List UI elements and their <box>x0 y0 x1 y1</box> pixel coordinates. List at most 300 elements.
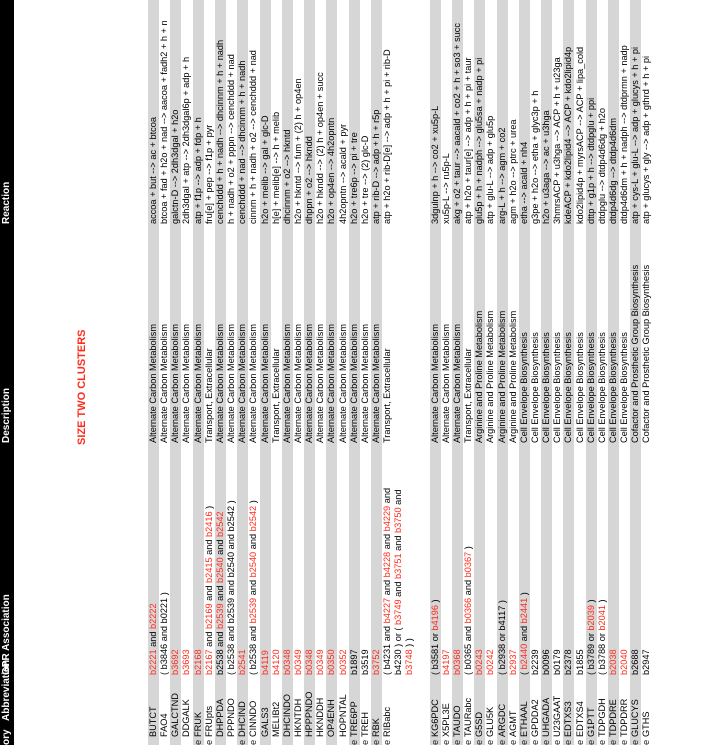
cell-description: Cofactor and Prosthetic Group Biosynthesis <box>641 264 652 443</box>
cell-gpr <box>226 500 237 675</box>
gene-token: b2542 <box>214 511 225 537</box>
table-row <box>159 0 170 745</box>
cell-description: Cell Envelope Biosynthesis <box>619 332 630 443</box>
table-row <box>148 0 159 745</box>
cell-reaction: etha --> acald + nh4 <box>518 141 529 224</box>
cell-reaction: h2o + op4en --> 4h2opntn <box>326 117 337 224</box>
gene-token: b2239 <box>529 649 540 675</box>
cell-subsystem: e <box>574 739 585 745</box>
cell-description: Alternate Carbon Metabolism <box>192 324 203 443</box>
cell-description: Transport, Extracellular <box>382 348 393 443</box>
cell-description: Cell Envelope Biosynthesis <box>585 332 596 443</box>
cell-abbreviation: EDTXS3 <box>563 701 574 737</box>
cell-reaction: h2o + hkndd --> (2) h + op4en + succ <box>315 72 326 224</box>
table-row <box>608 0 619 745</box>
table-row <box>452 0 463 745</box>
cell-abbreviation: HPPPNDO <box>304 691 315 737</box>
table-row <box>641 0 652 745</box>
cell-abbreviation: X5PL3E <box>440 703 451 737</box>
cell-subsystem: e <box>382 739 393 745</box>
cell-abbreviation: DHPPDA <box>214 698 225 737</box>
table-row <box>293 0 304 745</box>
gene-token: ) <box>596 599 607 605</box>
gene-token: b2539 <box>214 603 225 629</box>
gene-token: and <box>393 532 404 554</box>
cell-gpr <box>248 500 259 675</box>
gene-token: ( b2538 and <box>248 623 259 675</box>
cell-reaction: dtdpglu --> dtdp4d6dg + h2o <box>596 108 607 224</box>
cell-subsystem: e <box>608 739 618 745</box>
table-row <box>563 0 574 745</box>
gene-token: and <box>148 629 158 650</box>
cell-subsystem: e <box>474 739 485 745</box>
cell-gpr <box>271 649 282 675</box>
gene-token: b3519 <box>359 649 370 675</box>
cell-reaction: dhcinnm + o2 --> hkntd <box>281 129 292 224</box>
cell-reaction: agm + h2o --> ptrc + urea <box>507 119 518 224</box>
gene-token: b4227 <box>382 597 393 624</box>
cell-abbreviation: DHCIND <box>237 701 248 737</box>
gene-token: b2440 <box>518 643 529 670</box>
cell-subsystem: e <box>237 739 248 745</box>
cell-gpr <box>181 649 192 675</box>
gene-token: and <box>203 629 214 650</box>
cell-abbreviation: GLU5K <box>485 706 496 737</box>
gene-token: ( b2938 or b4117 ) <box>496 600 507 675</box>
gene-token: b0368 <box>451 649 462 675</box>
gene-token: and <box>214 629 225 650</box>
cell-gpr <box>575 649 586 675</box>
table-row <box>193 0 204 745</box>
cell-reaction: 2dh3dgal + atp --> 2dh3dgal6p + adp + h <box>181 56 192 224</box>
cell-gpr <box>282 649 293 675</box>
cell-abbreviation: TDPGDH <box>596 698 607 737</box>
gene-token: b3748 <box>404 649 415 675</box>
gene-token: b0352 <box>337 649 348 675</box>
cell-gpr <box>452 649 463 675</box>
cell-reaction: cinnm + h + nadh + o2 --> cenchddd + nad <box>248 50 259 224</box>
cell-description: Alternate Carbon Metabolism <box>148 324 158 443</box>
table-row <box>474 0 485 745</box>
gene-token: b2542 <box>248 505 259 532</box>
table-row <box>248 0 259 745</box>
cell-abbreviation: AGMT <box>507 710 518 737</box>
cell-gpr <box>326 649 337 675</box>
cell-abbreviation: G1PTT <box>585 707 596 737</box>
gene-token: b2041 <box>596 605 607 631</box>
gene-token: b2167 <box>203 649 214 675</box>
cell-abbreviation: U23GAAT <box>552 695 563 737</box>
table-row <box>519 0 530 745</box>
cell-description: Alternate Carbon Metabolism <box>337 324 348 443</box>
table-row <box>575 0 586 745</box>
table-row <box>349 0 360 745</box>
gene-token: ( b4231 and <box>382 623 393 675</box>
cell-gpr <box>215 511 226 675</box>
cell-gpr <box>485 649 496 675</box>
cell-reaction: g3pe + h2o --> etha + glyc3p + h <box>529 90 540 224</box>
cell-reaction: h2o + tre6p --> pi + tre <box>348 132 359 224</box>
cell-description: Cofactor and Prosthetic Group Biosynthesis <box>630 264 641 443</box>
gene-token: b0349 <box>315 649 326 675</box>
gene-token: and <box>393 489 404 508</box>
cell-gpr <box>463 546 474 675</box>
table-row <box>586 0 597 745</box>
gene-token: b2441 <box>518 597 529 624</box>
cell-abbreviation: ETHAAL <box>518 701 529 737</box>
cell-description: Cell Envelope Biosynthesis <box>552 332 563 443</box>
cell-gpr <box>608 649 619 675</box>
gene-token: and <box>518 623 529 644</box>
cell-abbreviation: EDTXS4 <box>574 701 585 737</box>
cell-abbreviation: GTHS <box>641 711 652 737</box>
cell-abbreviation: TRE6PP <box>348 701 359 737</box>
gene-token: ) <box>463 546 474 552</box>
cell-subsystem: e <box>541 739 552 745</box>
cell-gpr <box>441 649 452 675</box>
cell-reaction: 3hmrsACP + u3hga --> ACP + h + u23ga <box>552 57 563 224</box>
cell-reaction: akg + o2 + taur --> aacald + co2 + h + so3 + succ <box>451 23 462 224</box>
gene-token: and <box>382 577 393 598</box>
cell-reaction: atp + cys-L + glu-L --> adp + glucys + h + pi <box>630 46 641 224</box>
cell-subsystem: e <box>192 739 203 745</box>
cell-gpr <box>293 649 304 675</box>
cell-gpr <box>563 649 574 675</box>
cell-abbreviation: GLUCYS <box>630 699 641 737</box>
cell-subsystem: e <box>359 739 370 745</box>
cell-subsystem: e <box>529 739 540 745</box>
cell-reaction: cenchddd + nad --> dhcinnm + h + nadh <box>237 60 248 224</box>
cell-reaction: xu5p-L --> ru5p-L <box>440 153 451 224</box>
cell-subsystem: e <box>203 739 214 745</box>
gene-token: b2039 <box>585 605 596 631</box>
table-row <box>597 0 608 745</box>
cell-description: Alternate Carbon Metabolism <box>326 324 337 443</box>
gene-token: ( b0365 and <box>463 623 474 675</box>
gene-token: ( <box>518 669 529 675</box>
gene-token: b3751 <box>393 553 404 579</box>
gene-token: b2168 <box>192 649 203 675</box>
table-row <box>541 0 552 745</box>
cell-gpr <box>204 506 215 675</box>
gene-token: b0179 <box>552 649 563 675</box>
table-row <box>393 0 404 745</box>
cell-gpr <box>552 649 563 675</box>
cell-gpr <box>159 592 170 675</box>
cell-subsystem: e <box>485 739 496 745</box>
cell-reaction: dtdp4d6dg --> dtdp4d6dm <box>608 118 618 224</box>
cell-gpr <box>619 649 630 675</box>
gene-token: b1855 <box>574 649 585 675</box>
cell-reaction: accoa + but --> ac + btcoa <box>148 117 158 224</box>
cell-reaction: dhppn + o2 --> hkndd <box>304 136 315 224</box>
cell-description: Alternate Carbon Metabolism <box>214 324 225 443</box>
gene-token: b0349 <box>292 649 303 675</box>
table-row <box>215 0 226 745</box>
gene-token: and <box>203 583 214 604</box>
cell-reaction: dtdp4d6dm + h + nadph --> dtdprmn + nadp <box>619 45 630 224</box>
table-row <box>530 0 541 745</box>
cell-abbreviation: DHCINDO <box>281 694 292 737</box>
cell-description: Alternate Carbon Metabolism <box>429 324 440 443</box>
cell-subsystem: e <box>507 739 518 745</box>
cell-reaction: h + nadh + o2 + pppn --> cenchddd + nad <box>226 54 237 224</box>
cell-gpr <box>170 649 181 675</box>
header-subsystem: ory <box>1 729 12 745</box>
gene-token: b2538 <box>214 649 225 675</box>
table-row <box>630 0 641 745</box>
table-row <box>181 0 192 745</box>
gene-token: b0242 <box>485 649 496 675</box>
table-row <box>315 0 326 745</box>
cell-gpr <box>630 649 641 675</box>
cell-abbreviation: OP4ENH <box>326 699 337 737</box>
gene-token: b2947 <box>641 649 652 675</box>
cell-description: Cell Envelope Biosynthesis <box>529 332 540 443</box>
cell-abbreviation: HKNTDH <box>292 698 303 737</box>
cell-abbreviation: HKNDDH <box>315 697 326 737</box>
cell-gpr <box>371 649 382 675</box>
header-gpr: GPR Association <box>1 594 12 675</box>
cell-gpr <box>641 649 652 675</box>
table-row <box>260 0 271 745</box>
gene-token: b4197 <box>440 649 451 675</box>
cell-gpr <box>541 649 552 675</box>
cell-description: Cell Envelope Biosynthesis <box>541 332 552 443</box>
cell-gpr <box>393 490 404 676</box>
table-row <box>497 0 508 745</box>
gene-token: b3749 <box>393 599 404 625</box>
gene-token: and <box>214 583 225 604</box>
table-row <box>360 0 371 745</box>
gene-token: b4228 <box>382 551 393 578</box>
page-title: SIZE TWO CLUSTERS <box>76 329 88 445</box>
cell-reaction: h2o + hkntd --> fum + (2) h + op4en <box>292 78 303 224</box>
cell-description: Alternate Carbon Metabolism <box>292 324 303 443</box>
cell-description: Alternate Carbon Metabolism <box>181 324 192 443</box>
gene-token: b4119 <box>259 650 270 675</box>
cell-description: Alternate Carbon Metabolism <box>226 324 237 443</box>
header-reaction: Reaction <box>1 181 12 224</box>
cell-abbreviation: HOPNTAL <box>337 694 348 737</box>
cell-gpr <box>404 638 415 675</box>
cell-abbreviation: FRUK <box>192 711 203 737</box>
gene-token: ( b3788 or <box>596 630 607 675</box>
cell-reaction: h2o + tre --> (2) glc-D <box>359 135 370 224</box>
gene-token: b0350 <box>326 649 337 675</box>
gene-token: ( b2538 and b2539 and b2540 and b2542 ) <box>226 500 237 675</box>
cell-description: Alternate Carbon Metabolism <box>440 324 451 443</box>
gene-token: b2688 <box>630 649 641 675</box>
cell-subsystem: e <box>585 739 596 745</box>
header-abbreviation: Abbreviation <box>1 659 12 721</box>
cell-description: Alternate Carbon Metabolism <box>371 324 381 443</box>
gene-token: b2038 <box>608 649 618 675</box>
cell-abbreviation: KG6PDC <box>429 699 440 737</box>
gene-token: and <box>248 531 259 552</box>
gene-token: b4230 ) or ( <box>393 624 404 675</box>
cell-abbreviation: TDPDRR <box>619 698 630 737</box>
cell-reaction: kdo2lipid4p + myrsACP --> ACP + lipa_cold <box>574 46 585 224</box>
gene-token: ) <box>429 599 440 605</box>
cell-gpr <box>304 649 315 675</box>
cell-gpr <box>148 603 159 675</box>
cell-gpr <box>508 649 519 675</box>
gene-token: b2222 <box>148 603 158 629</box>
cell-abbreviation: GALS3 <box>259 707 270 737</box>
cell-subsystem: e <box>451 739 462 745</box>
cell-reaction: atp + rib-D --> adp + h + r5p <box>371 109 381 224</box>
cell-gpr <box>430 599 441 675</box>
gene-token: b2221 <box>148 649 158 675</box>
cell-abbreviation: G5SD <box>474 711 485 737</box>
cell-description: Alternate Carbon Metabolism <box>304 324 315 443</box>
cell-subsystem: e <box>348 739 359 745</box>
cell-description: Cell Envelope Biosynthesis <box>596 332 607 443</box>
table-row <box>338 0 349 745</box>
cell-gpr <box>315 649 326 675</box>
cell-description: Alternate Carbon Metabolism <box>237 324 248 443</box>
cell-gpr <box>474 649 485 675</box>
gene-token: b2937 <box>507 649 518 675</box>
gene-token: b0367 <box>463 551 474 578</box>
gene-token: b0366 <box>463 597 474 624</box>
cell-description: Transport, Extracellular <box>463 348 474 443</box>
cell-gpr <box>497 600 508 675</box>
table-row <box>304 0 315 745</box>
cell-description: Alternate Carbon Metabolism <box>359 324 370 443</box>
cell-abbreviation: BUTCT <box>148 706 158 737</box>
gene-token: b2540 <box>248 551 259 578</box>
gene-token: b2541 <box>237 649 248 675</box>
table-row <box>271 0 282 745</box>
gene-token: b3693 <box>181 649 192 675</box>
cell-description: Cell Envelope Biosynthesis <box>608 332 618 443</box>
cell-description: Alternate Carbon Metabolism <box>170 324 181 443</box>
cell-description: Alternate Carbon Metabolism <box>248 324 259 443</box>
table-row <box>552 0 563 745</box>
cell-abbreviation: TREH <box>359 711 370 737</box>
gene-token: ( b3789 or <box>585 630 596 675</box>
cell-reaction: h2o + u3aga --> ac + u3hga <box>541 110 552 224</box>
cell-reaction: 4h2opntn --> acald + pyr <box>337 123 348 224</box>
table-row <box>326 0 337 745</box>
cell-description: Cell Envelope Biosynthesis <box>563 332 574 443</box>
table-row <box>430 0 441 745</box>
header-description: Description <box>1 387 12 443</box>
cell-abbreviation: UHGADA <box>541 697 552 737</box>
cell-gpr <box>193 649 204 675</box>
gene-token: b2415 <box>203 557 214 583</box>
cell-abbreviation: TDPDRE <box>608 699 618 737</box>
cell-abbreviation: RIBabc <box>382 706 393 737</box>
gene-token: ) ) <box>404 638 415 650</box>
cell-reaction: galctn-D --> 2dh3dgal + h2o <box>170 109 181 224</box>
gene-token: ) <box>518 592 529 598</box>
cell-description: Transport, Extracellular <box>270 348 281 443</box>
cell-subsystem: e <box>630 739 641 745</box>
gene-token: b4196 <box>429 605 440 631</box>
gene-token: b4120 <box>270 649 281 675</box>
cell-description: Arginine and Proline Metabolism <box>474 310 485 443</box>
cell-abbreviation: MELIBt2 <box>270 701 281 737</box>
gene-token: and <box>393 578 404 600</box>
cell-reaction: cenchddd + h + nadh --> dhcinnm + h + nadh <box>214 39 225 224</box>
gene-token: b0096 <box>541 649 552 675</box>
cell-gpr <box>338 649 349 675</box>
gene-token: and <box>214 537 225 558</box>
cell-abbreviation: ARGDC <box>496 703 507 737</box>
cell-abbreviation: GPDDA2 <box>529 699 540 737</box>
cell-abbreviation: PPPNDO <box>226 698 237 737</box>
gene-token: b2416 <box>203 511 214 537</box>
gene-token: ) <box>203 505 214 512</box>
cell-subsystem: e <box>463 739 474 745</box>
cell-subsystem: e <box>563 739 574 745</box>
cell-description: Cell Envelope Biosynthesis <box>574 332 585 443</box>
table-row <box>382 0 393 745</box>
cell-reaction: atp + h2o + rib-D[e] --> adp + h + pi + rib-D <box>382 49 393 224</box>
table-row <box>371 0 382 745</box>
gene-token: b2540 <box>214 557 225 583</box>
cell-subsystem: e <box>619 739 630 745</box>
gene-token: b1897 <box>348 649 359 675</box>
cell-gpr <box>260 650 271 675</box>
gene-token: b0348 <box>281 649 292 675</box>
table-row <box>463 0 474 745</box>
cell-subsystem: e <box>641 739 652 745</box>
gene-token: b2040 <box>619 649 630 675</box>
gene-token: ( b3581 or <box>429 630 440 675</box>
cell-gpr <box>597 599 608 675</box>
gene-token: b3752 <box>371 649 381 675</box>
table-row <box>226 0 237 745</box>
cell-reaction: atp + glu-L --> adp + glu5p <box>485 115 496 224</box>
cell-subsystem: e <box>371 739 381 745</box>
gene-token: b2378 <box>563 649 574 675</box>
gene-token: ( b3846 and b0221 ) <box>159 592 170 675</box>
cell-abbreviation: TAURabc <box>463 697 474 737</box>
cell-gpr <box>530 649 541 675</box>
cell-subsystem: e <box>552 739 563 745</box>
gene-token: ) <box>248 500 259 506</box>
cell-subsystem: e <box>248 739 259 745</box>
table-row <box>170 0 181 745</box>
cell-abbreviation: CINNDO <box>248 700 259 737</box>
cell-reaction: atp + f1p --> adp + fdp + h <box>192 117 203 224</box>
cell-reaction: atp + glucys + gly --> adp + gthrd + h + pi <box>641 55 652 224</box>
gene-token: and <box>248 577 259 598</box>
cell-abbreviation: RBK <box>371 718 381 737</box>
cell-reaction: dttp + g1p + h --> dtdpglu + ppi <box>585 97 596 224</box>
gene-token: b4229 <box>382 505 393 532</box>
gene-token: and <box>382 531 393 552</box>
gene-token: and <box>382 487 393 506</box>
cell-abbreviation: DDGALK <box>181 699 192 737</box>
cell-reaction: 3dgulnp + h --> co2 + xu5p-L <box>429 105 440 224</box>
cell-description: Alternate Carbon Metabolism <box>315 324 326 443</box>
cell-reaction: arg-L + h --> agm + co2 <box>496 127 507 224</box>
cell-description: Alternate Carbon Metabolism <box>281 324 292 443</box>
table-row <box>441 0 452 745</box>
table-row <box>619 0 630 745</box>
gene-token: b3750 <box>393 507 404 533</box>
cell-gpr <box>237 649 248 675</box>
table-row <box>404 0 415 745</box>
cell-gpr <box>519 592 530 675</box>
cell-description: Transport, Extracellular <box>203 348 214 443</box>
cell-gpr <box>360 649 371 675</box>
